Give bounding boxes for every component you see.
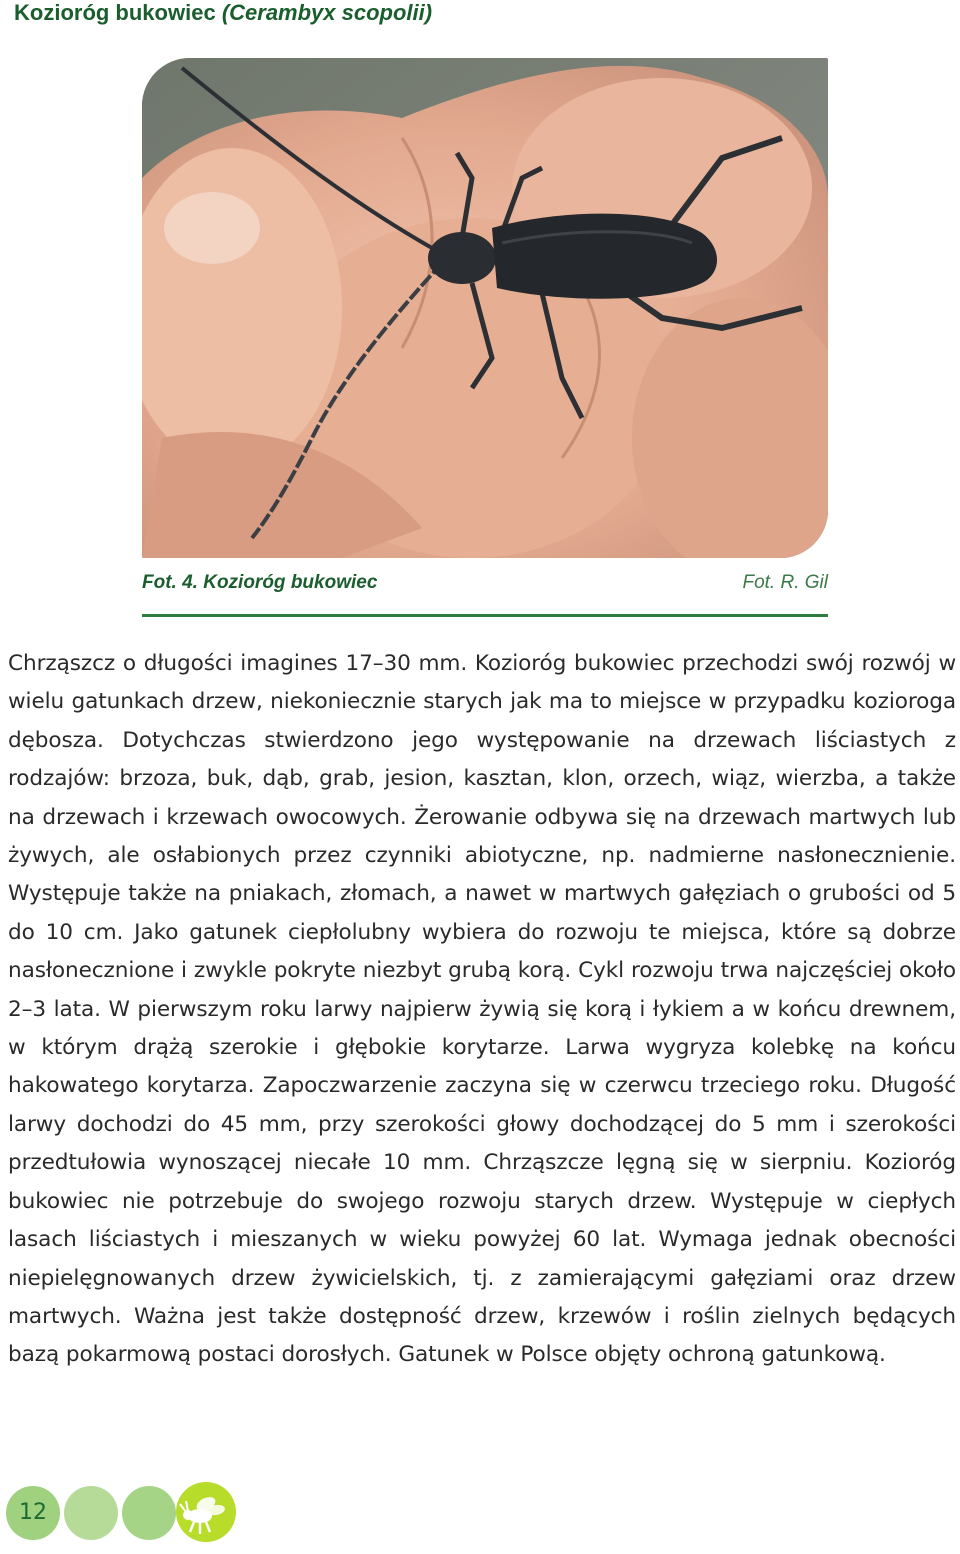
caption-label: Fot. 4. Kozioróg bukowiec: [142, 572, 378, 593]
title-common-name: Kozioróg bukowiec: [14, 0, 216, 25]
caption-divider: [142, 614, 828, 617]
caption-credit: Fot. R. Gil: [742, 572, 828, 593]
insect-icon: [176, 1482, 236, 1542]
page-footer: [6, 1486, 246, 1542]
body-paragraph: Chrząszcz o długości imagines 17–30 mm. Kozioróg bukowiec przechodzi swój rozwój w wielu gatunkach drzew, niekoniecznie starych jak ma to miejsce w przypadku kozioroga dębosza. Dotychczas stwierdzono jego występowanie na drzewach liściastych z rodzajów: brzoza, buk, dąb, grab, jesion, kasztan, klon, orzech, wiąz, wierzba, a także na drzewach i krzewach owocowych. Żerowanie odbywa się na drzewach martwych lub żywych, ale osłabionych przez czynniki abiotyczne, np. nadmierne nasłonecznienie. Występuje także na pniakach, złomach, a nawet w martwych gałęziach o grubości od 5 do 10 cm. Jako gatunek ciepłolubny wybiera do rozwoju te miejsca, które są dobrze nasłonecznione i zwykle pokryte niezbyt grubą korą. Cykl rozwoju trwa najczęściej około 2–3 lata. W pierwszym roku larwy najpierw żywią się korą i łykiem a w końcu drewnem, w którym drążą szerokie i głębokie korytarze. Larwa wygryza kolebkę na końcu hakowatego korytarza. Zapoczwarzenie zaczyna się w czerwcu trzeciego roku. Długość larwy dochodzi do 45 mm, przy szerokości głowy dochodzącej do 5 mm i szerokości przedtułowia wynoszącej niecałe 10 mm. Chrząszcze lęgną się w sierpniu. Kozioróg bukowiec nie potrzebuje do swojego rozwoju starych drzew. Występuje w ciepłych lasach liściastych i mieszanych w wieku powyżej 60 lat. Wymaga jednak obecności niepielęgnowanych drzew żywicielskich, tj. z zamierającymi gałęziami oraz drzew martwych. Ważna jest także dostępność drzew, krzewów i roślin zielnych będących bazą pokarmową postaci dorosłych. Gatunek w Polsce objęty ochroną gatunkową.: [8, 651, 956, 1368]
figure-caption: [142, 572, 828, 598]
title-latin-name: (Cerambyx scopolii): [221, 0, 433, 25]
decorative-circle: [64, 1486, 118, 1540]
page-title: [14, 0, 432, 26]
beetle-on-hand-photo: [142, 58, 828, 558]
decorative-circle: [122, 1486, 176, 1540]
page-number: 12: [19, 1500, 47, 1525]
page-number-circle: [6, 1486, 60, 1540]
